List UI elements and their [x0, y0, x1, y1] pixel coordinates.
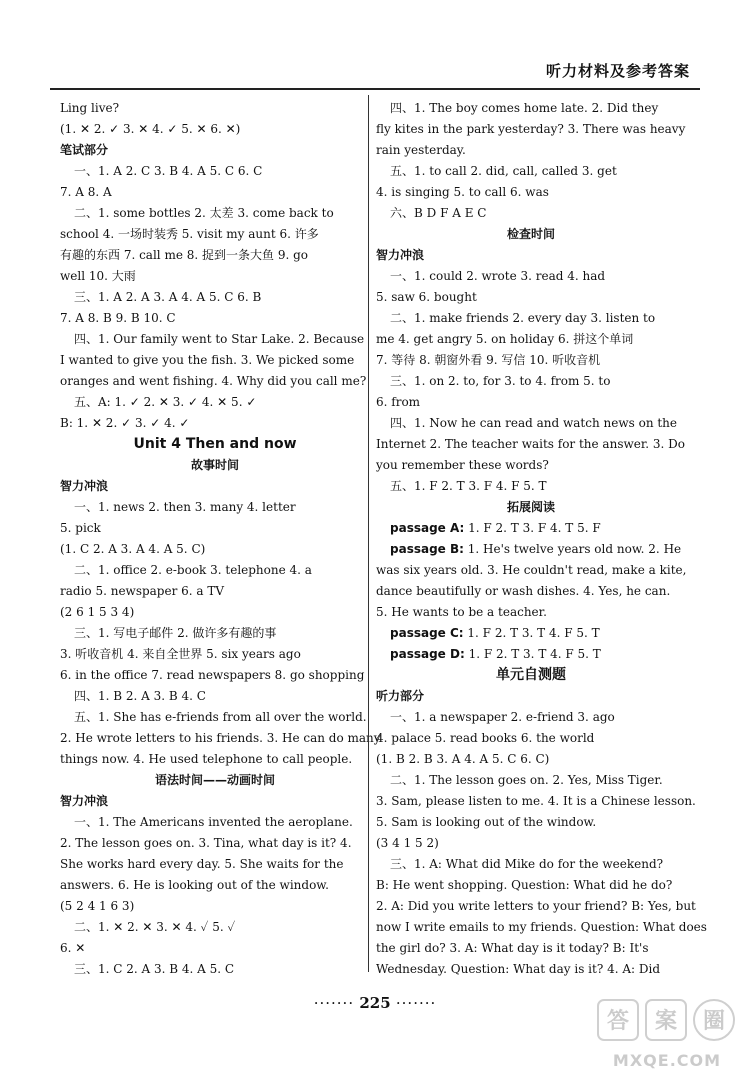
answer-line: 五、1. F 2. T 3. F 4. F 5. T	[390, 479, 547, 493]
section-heading: 智力冲浪	[60, 794, 109, 808]
watermark-char-1: 答	[606, 1009, 630, 1034]
answer-line: (1. C 2. A 3. A 4. A 5. C)	[60, 542, 206, 556]
answer-line: B: 1. ✕ 2. ✓ 3. ✓ 4. ✓	[60, 416, 190, 430]
answer-line: 三、1. on 2. to, for 3. to 4. from 5. to	[390, 374, 611, 388]
section-heading: 笔试部分	[60, 143, 109, 157]
answer-line: 有趣的东西 7. call me 8. 捉到一条大鱼 9. go	[60, 248, 308, 262]
answer-line: 三、1. 写电子邮件 2. 做许多有趣的事	[74, 626, 277, 640]
answer-line: 一、1. could 2. wrote 3. read 4. had	[390, 269, 606, 283]
watermark-char-3: 圈	[702, 1009, 726, 1034]
answer-line: dance beautifully or wash dishes. 4. Yes, he can.	[376, 584, 671, 598]
answer-line: 6. in the office 7. read newspapers 8. go shopping	[60, 668, 365, 682]
answer-line: 5. pick	[60, 521, 101, 535]
section-heading: 语法时间——动画时间	[154, 773, 275, 787]
answer-line: 三、1. A: What did Mike do for the weekend?	[390, 857, 664, 871]
answer-line: the girl do? 3. A: What day is it today? B: It's	[376, 941, 649, 955]
column-divider	[368, 95, 369, 972]
answer-line: 6. from	[376, 395, 421, 409]
answer-line: was six years old. 3. He couldn't read, make a kite,	[376, 563, 687, 577]
answer-line: 四、1. Now he can read and watch news on the	[390, 416, 678, 430]
answer-line: B: He went shopping. Question: What did he do?	[376, 878, 673, 892]
page-number: 225	[359, 994, 391, 1012]
answer-line: now I write emails to my friends. Question: What does	[376, 920, 707, 934]
answer-line: radio 5. newspaper 6. a TV	[60, 584, 225, 598]
watermark-logo	[592, 994, 742, 1078]
header-rule	[50, 88, 700, 90]
answer-line: 五、1. She has e-friends from all over the world.	[74, 710, 367, 724]
answer-line: 二、1. ✕ 2. ✕ 3. ✕ 4. ✓ 5. ✓	[74, 920, 236, 934]
answer-line: 2. He wrote letters to his friends. 3. He can do many	[60, 731, 381, 745]
watermark-text: MXQE.COM	[612, 1051, 722, 1070]
answer-line: school 4. 一场时装秀 5. visit my aunt 6. 许多	[60, 227, 319, 241]
footer-dots-left: ·······	[313, 994, 355, 1012]
answer-line: Internet 2. The teacher waits for the answer. 3. Do	[376, 437, 685, 451]
answer-line: 一、1. The Americans invented the aeroplane.	[74, 815, 353, 829]
answer-line: passage B: 1. He's twelve years old now. 2. He	[390, 542, 682, 556]
footer-dots-right: ·······	[395, 994, 437, 1012]
section-heading: 智力冲浪	[376, 248, 425, 262]
answer-line: Wednesday. Question: What day is it? 4. A: Did	[376, 962, 661, 976]
answer-line: 5. Sam is looking out of the window.	[376, 815, 597, 829]
answer-line: 三、1. C 2. A 3. B 4. A 5. C	[74, 962, 235, 976]
section-heading: 单元自测题	[496, 667, 566, 683]
answer-line: (1. B 2. B 3. A 4. A 5. C 6. C)	[376, 752, 550, 766]
answer-line: (5 2 4 1 6 3)	[60, 899, 135, 913]
answer-line: 四、1. The boy comes home late. 2. Did they	[390, 101, 659, 115]
answer-line: I wanted to give you the fish. 3. We picked some	[60, 353, 355, 367]
answer-line: 2. A: Did you write letters to your friend? B: Yes, but	[376, 899, 696, 913]
answer-line: She works hard every day. 5. She waits for the	[60, 857, 344, 871]
section-heading: 检查时间	[506, 227, 555, 241]
answer-line: 5. saw 6. bought	[376, 290, 477, 304]
section-heading: 智力冲浪	[60, 479, 109, 493]
answer-line: 7. A 8. B 9. B 10. C	[60, 311, 176, 325]
answer-line: rain yesterday.	[376, 143, 466, 157]
page-header-title: 听力材料及参考答案	[545, 62, 690, 80]
answer-line: 五、1. to call 2. did, call, called 3. get	[390, 164, 617, 178]
section-heading: 拓展阅读	[506, 500, 555, 514]
answer-line: 三、1. A 2. A 3. A 4. A 5. C 6. B	[74, 290, 262, 304]
answer-line: 一、1. a newspaper 2. e-friend 3. ago	[390, 710, 615, 724]
answer-line: passage D: 1. F 2. T 3. T 4. F 5. T	[390, 647, 601, 661]
section-heading: 听力部分	[376, 689, 425, 703]
answer-line: 5. He wants to be a teacher.	[376, 605, 547, 619]
answer-line: fly kites in the park yesterday? 3. There was heavy	[376, 122, 686, 136]
answer-line: (1. ✕ 2. ✓ 3. ✕ 4. ✓ 5. ✕ 6. ✕)	[60, 122, 241, 136]
section-heading: 故事时间	[190, 458, 239, 472]
answer-line: 二、1. some bottles 2. 太差 3. come back to	[74, 206, 334, 220]
answer-line: 一、1. A 2. C 3. B 4. A 5. C 6. C	[74, 164, 263, 178]
answer-line: 7. A 8. A	[60, 185, 112, 199]
answer-line: 四、1. Our family went to Star Lake. 2. Because	[74, 332, 365, 346]
answer-line: passage C: 1. F 2. T 3. T 4. F 5. T	[390, 626, 600, 640]
answer-line: Ling live?	[60, 101, 120, 115]
answer-line: 一、1. news 2. then 3. many 4. letter	[74, 500, 296, 514]
answer-line: 二、1. The lesson goes on. 2. Yes, Miss Tiger.	[390, 773, 663, 787]
answer-line: 7. 等待 8. 朝窗外看 9. 写信 10. 听收音机	[376, 353, 601, 367]
answer-line: 五、A: 1. ✓ 2. ✕ 3. ✓ 4. ✕ 5. ✓	[74, 395, 257, 409]
answer-line: me 4. get angry 5. on holiday 6. 拼这个单词	[376, 332, 634, 346]
answer-line: well 10. 大雨	[60, 269, 136, 283]
answer-line: oranges and went fishing. 4. Why did you call me?	[60, 374, 367, 388]
answer-line: 四、1. B 2. A 3. B 4. C	[74, 689, 206, 703]
watermark-char-2: 案	[654, 1009, 678, 1034]
answer-line: answers. 6. He is looking out of the window.	[60, 878, 329, 892]
right-column	[376, 98, 707, 980]
answer-line: 二、1. make friends 2. every day 3. listen to	[390, 311, 656, 325]
answer-line: 3. Sam, please listen to me. 4. It is a Chinese lesson.	[376, 794, 696, 808]
answer-line: 3. 听收音机 4. 来自全世界 5. six years ago	[60, 647, 301, 661]
answer-line: things now. 4. He used telephone to call people.	[60, 752, 353, 766]
unit-title: Unit 4 Then and now	[133, 436, 297, 452]
answer-line: 2. The lesson goes on. 3. Tina, what day is it? 4.	[60, 836, 352, 850]
answer-line: 六、B D F A E C	[390, 206, 487, 220]
answer-line: 6. ✕	[60, 941, 86, 955]
left-column	[60, 98, 381, 980]
answer-line: (3 4 1 5 2)	[376, 836, 439, 850]
answer-line: 4. palace 5. read books 6. the world	[376, 731, 595, 745]
answer-line: you remember these words?	[376, 458, 549, 472]
answer-line: 二、1. office 2. e-book 3. telephone 4. a	[74, 563, 312, 577]
answer-line: 4. is singing 5. to call 6. was	[376, 185, 549, 199]
answer-line: passage A: 1. F 2. T 3. F 4. T 5. F	[390, 521, 601, 535]
answer-line: (2 6 1 5 3 4)	[60, 605, 135, 619]
